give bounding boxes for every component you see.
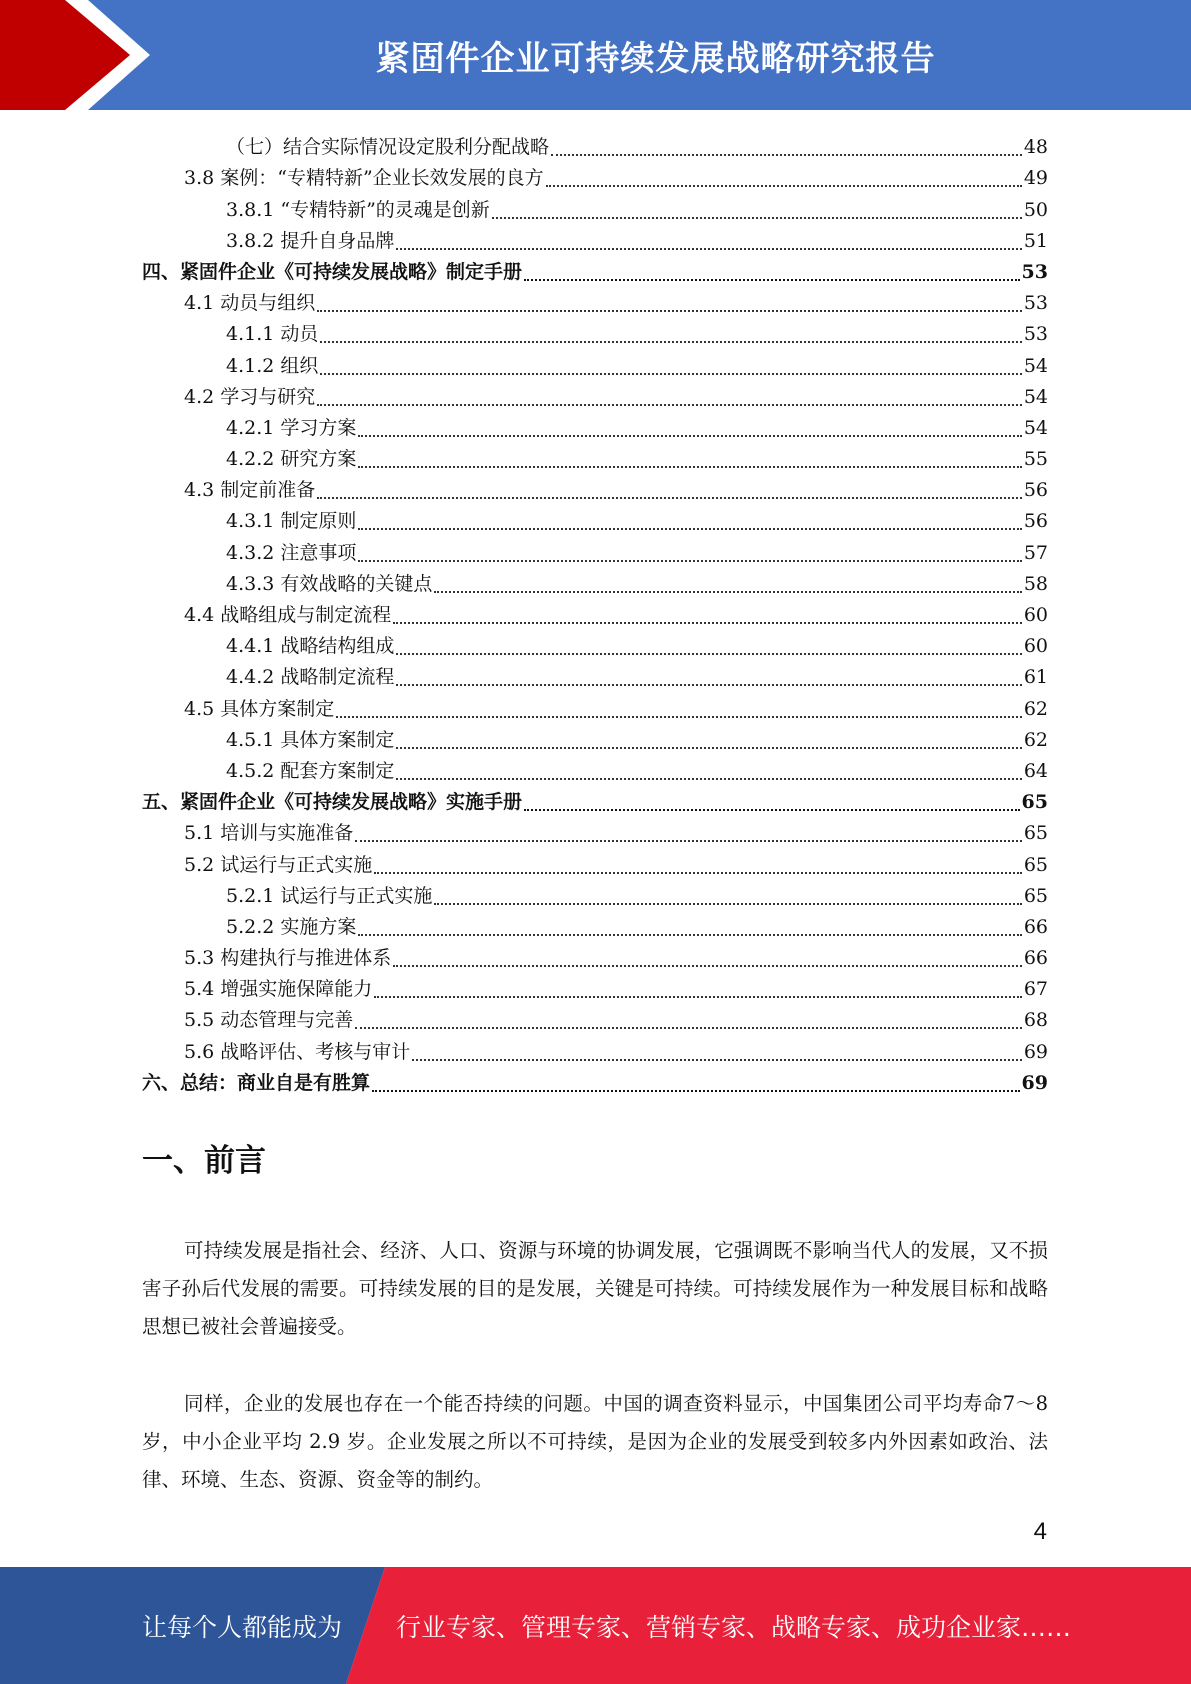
toc-dot-leader [524, 809, 1020, 811]
toc-dot-leader [396, 778, 1021, 780]
toc-entry-title: 3.8.1 “专精特新”的灵魂是创新 [226, 198, 490, 221]
toc-entry[interactable] [142, 346, 1048, 377]
toc-dot-leader [355, 840, 1022, 842]
toc-entry-page: 68 [1023, 1009, 1048, 1032]
toc-dot-leader [358, 466, 1021, 468]
report-title: 紧固件企业可持续发展战略研究报告 [375, 38, 936, 79]
toc-entry-title: 4.5.1 具体方案制定 [226, 728, 395, 751]
toc-entry-page: 48 [1023, 136, 1048, 159]
toc-dot-leader [393, 965, 1022, 967]
toc-entry-page: 54 [1023, 416, 1048, 439]
toc-dot-leader [372, 1090, 1020, 1092]
toc-entry[interactable] [142, 502, 1048, 533]
toc-entry-page: 60 [1023, 604, 1048, 626]
toc-entry[interactable] [142, 315, 1048, 346]
toc-entry[interactable] [142, 533, 1048, 564]
toc-entry-page: 66 [1023, 947, 1048, 970]
toc-dot-leader [317, 404, 1022, 406]
toc-dot-leader [551, 154, 1022, 156]
toc-entry-page: 64 [1023, 759, 1048, 782]
toc-entry-title: 5.2 试运行与正式实施 [184, 853, 373, 876]
toc-entry[interactable] [142, 814, 1048, 845]
toc-entry-title: 4.4 战略组成与制定流程 [184, 604, 392, 626]
footer-slogan-left: 让每个人都能成为 [142, 1612, 343, 1642]
toc-entry-title: 5.4 增强实施保障能力 [184, 978, 373, 1001]
toc-entry-title: 4.2 学习与研究 [184, 385, 316, 408]
toc-entry-page: 55 [1023, 448, 1048, 471]
toc-entry-page: 56 [1023, 479, 1048, 502]
toc-entry-page: 65 [1023, 884, 1048, 907]
paragraph: 可持续发展是指社会、经济、人口、资源与环境的协调发展，它强调既不影响当代人的发展，又不损害子孙后代发展的需要。可持续发展的目的是发展，关键是可持续。可持续发展作为一种发展目标和战略思想已被社会普遍接受。 [142, 1239, 1048, 1338]
toc-dot-leader [393, 622, 1022, 624]
toc-entry[interactable] [142, 128, 1048, 159]
toc-entry-page: 66 [1023, 915, 1048, 938]
toc-entry[interactable] [142, 471, 1048, 502]
table-of-contents [142, 128, 1048, 1095]
toc-entry-title: 4.5 具体方案制定 [184, 697, 335, 720]
toc-entry[interactable] [142, 440, 1048, 471]
toc-entry[interactable] [142, 970, 1048, 1001]
toc-entry[interactable] [142, 689, 1048, 720]
toc-entry-title: 5.2.1 试运行与正式实施 [226, 884, 433, 907]
page-footer [0, 1567, 1191, 1684]
toc-entry-page: 62 [1023, 728, 1048, 751]
toc-dot-leader [396, 747, 1021, 749]
toc-dot-leader [374, 872, 1022, 874]
toc-entry-title: 4.2.1 学习方案 [226, 416, 357, 439]
toc-entry-page: 58 [1023, 572, 1048, 595]
toc-entry-title: 四、紧固件企业《可持续发展战略》制定手册 [142, 260, 523, 283]
toc-dot-leader [434, 591, 1021, 593]
toc-entry-title: 5.3 构建执行与推进体系 [184, 947, 392, 970]
toc-entry-page: 65 [1021, 791, 1048, 814]
toc-dot-leader [317, 497, 1022, 499]
toc-entry-title: 4.5.2 配套方案制定 [226, 759, 395, 782]
toc-entry-title: 五、紧固件企业《可持续发展战略》实施手册 [142, 791, 523, 814]
toc-entry-title: 5.1 培训与实施准备 [184, 822, 354, 845]
toc-entry-page: 61 [1023, 666, 1048, 689]
toc-entry-title: 4.3.1 制定原则 [226, 510, 357, 533]
toc-entry-title: （七）结合实际情况设定股利分配战略 [226, 136, 550, 159]
toc-entry[interactable] [142, 409, 1048, 440]
toc-entry[interactable] [142, 222, 1048, 253]
toc-dot-leader [396, 248, 1021, 250]
toc-entry-page: 69 [1021, 1071, 1048, 1094]
toc-dot-leader [396, 653, 1021, 655]
toc-entry[interactable] [142, 190, 1048, 221]
toc-entry-title: 3.8 案例：“专精特新”企业长效发展的良方 [184, 167, 544, 190]
toc-entry-title: 5.2.2 实施方案 [226, 915, 357, 938]
toc-dot-leader [434, 903, 1021, 905]
toc-entry-title: 3.8.2 提升自身品牌 [226, 229, 395, 252]
toc-dot-leader [412, 1059, 1022, 1061]
toc-entry-page: 60 [1023, 635, 1048, 658]
toc-entry[interactable] [142, 596, 1048, 627]
toc-entry[interactable] [142, 627, 1048, 658]
toc-entry[interactable] [142, 908, 1048, 939]
toc-entry[interactable] [142, 565, 1048, 596]
section-heading: 一、前言 [142, 1143, 266, 1179]
toc-entry-title: 4.3.2 注意事项 [226, 541, 357, 564]
toc-entry[interactable] [142, 721, 1048, 752]
page-number: 4 [1033, 1518, 1047, 1545]
toc-entry[interactable] [142, 939, 1048, 970]
toc-entry[interactable] [142, 752, 1048, 783]
toc-entry-page: 65 [1023, 822, 1048, 845]
toc-entry-page: 53 [1021, 260, 1048, 283]
toc-entry[interactable] [142, 877, 1048, 908]
toc-dot-leader [358, 528, 1021, 530]
toc-entry[interactable] [142, 284, 1048, 315]
toc-entry-title: 4.4.1 战略结构组成 [226, 635, 395, 658]
toc-entry-page: 49 [1023, 167, 1048, 190]
toc-entry[interactable] [142, 1032, 1048, 1063]
toc-dot-leader [492, 217, 1022, 219]
toc-entry[interactable] [142, 1064, 1048, 1095]
toc-entry-title: 5.6 战略评估、考核与审计 [184, 1040, 411, 1063]
toc-entry-page: 51 [1023, 229, 1048, 252]
toc-entry-title: 4.3 制定前准备 [184, 479, 316, 502]
toc-entry-page: 53 [1023, 323, 1048, 346]
toc-entry-title: 4.2.2 研究方案 [226, 448, 357, 471]
toc-dot-leader [355, 1027, 1022, 1029]
toc-entry-page: 50 [1023, 198, 1048, 221]
toc-dot-leader [358, 934, 1021, 936]
toc-entry[interactable] [142, 378, 1048, 409]
toc-dot-leader [320, 373, 1021, 375]
page-header [0, 0, 1191, 110]
toc-entry-page: 62 [1023, 697, 1048, 720]
footer-slogan-right: 行业专家、管理专家、营销专家、战略专家、成功企业家…… [396, 1612, 1072, 1642]
toc-entry-title: 4.4.2 战略制定流程 [226, 666, 395, 689]
toc-dot-leader [524, 279, 1020, 281]
toc-entry-page: 54 [1023, 385, 1048, 408]
toc-dot-leader [358, 435, 1021, 437]
toc-dot-leader [320, 341, 1021, 343]
toc-entry-page: 67 [1023, 978, 1048, 1001]
toc-entry[interactable] [142, 253, 1048, 284]
toc-entry-title: 4.1.2 组织 [226, 354, 319, 377]
toc-entry-page: 56 [1023, 510, 1048, 533]
toc-entry-page: 53 [1023, 292, 1048, 315]
toc-entry[interactable] [142, 783, 1048, 814]
toc-entry-title: 4.1.1 动员 [226, 323, 319, 346]
toc-dot-leader [358, 560, 1021, 562]
toc-entry-page: 69 [1023, 1040, 1048, 1063]
toc-dot-leader [396, 684, 1021, 686]
toc-entry[interactable] [142, 658, 1048, 689]
toc-dot-leader [317, 310, 1022, 312]
toc-entry-page: 54 [1023, 354, 1048, 377]
toc-dot-leader [336, 716, 1022, 718]
toc-dot-leader [374, 996, 1022, 998]
toc-entry-title: 4.1 动员与组织 [184, 292, 316, 315]
paragraph: 同样，企业的发展也存在一个能否持续的问题。中国的调查资料显示，中国集团公司平均寿命7～8 岁，中小企业平均 2.9 岁。企业发展之所以不可持续，是因为企业的发展受到较多内外因素如政治、法律、环境、生态、资源、资金等的制约。 [142, 1392, 1048, 1491]
toc-entry[interactable] [142, 1001, 1048, 1032]
toc-entry-page: 65 [1023, 853, 1048, 876]
toc-entry-title: 4.3.3 有效战略的关键点 [226, 572, 433, 595]
toc-entry-page: 57 [1023, 541, 1048, 564]
toc-entry-title: 5.5 动态管理与完善 [184, 1009, 354, 1032]
toc-entry[interactable] [142, 159, 1048, 190]
toc-entry[interactable] [142, 845, 1048, 876]
toc-dot-leader [546, 185, 1022, 187]
toc-entry-title: 六、总结：商业自是有胜算 [142, 1071, 371, 1094]
